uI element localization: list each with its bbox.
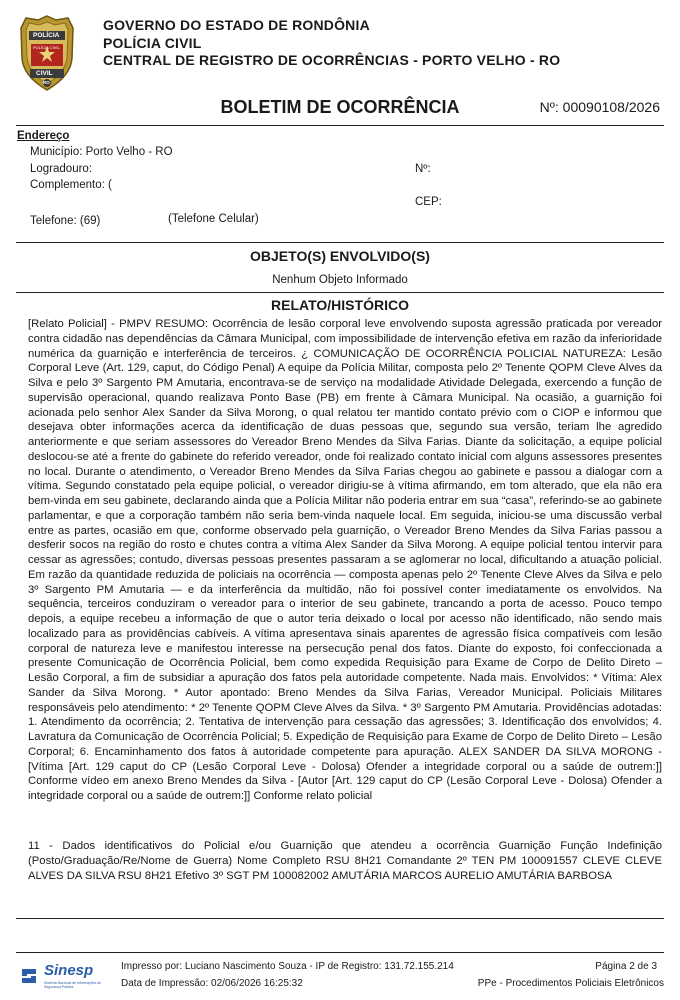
complemento-value: (	[108, 179, 112, 191]
cep-label: CEP:	[415, 196, 442, 208]
header-government: GOVERNO DO ESTADO DE RONDÔNIA	[103, 17, 370, 33]
municipio-label: Município:	[30, 146, 83, 158]
numero-field	[415, 163, 431, 175]
policia-civil-badge-logo	[18, 14, 76, 92]
telefone-label: Telefone:	[30, 215, 77, 227]
municipio-field	[30, 146, 173, 158]
page-number: Página 2 de 3	[595, 961, 657, 972]
telefone-type: (Telefone Celular)	[168, 213, 259, 225]
sinesp-logo-text: Sinesp	[44, 962, 94, 979]
relato-title: RELATO/HISTÓRICO	[271, 297, 409, 313]
logradouro-field	[30, 163, 92, 175]
telefone-value: (69)	[79, 215, 101, 227]
badge-state-text: RO	[43, 80, 50, 85]
divider	[16, 918, 664, 919]
guarnicao-data: 11 - Dados identificativos do Policial e/ou Guarnição que atendeu a ocorrência Guarnição Função Indefinição (Posto/Graduação/Re/Nome de Guerra) Nome Completo RSU 8H21 Comandante 2º TEN PM 100091557 CLEVE CLEVE ALVES DA SILVA RSU 8H21 Efetivo 3º SGT PM 100082002 AMUTÁRIA MARCOS AURELIO AMUTÁRIA BARBOSA	[28, 840, 662, 882]
numero-label: Nº:	[415, 163, 431, 175]
municipio-value: Porto Velho - RO	[85, 146, 173, 158]
divider	[16, 952, 664, 953]
divider	[16, 242, 664, 243]
sinesp-emblem-icon	[18, 965, 40, 987]
badge-top-text: POLÍCIA	[33, 32, 60, 39]
relato-text: [Relato Policial] - PMPV RESUMO: Ocorrência de lesão corporal leve envolvendo suposta agressão praticada por vereador contra cidadão nas dependências da Câmara Municipal, com impossibilidade de intervenção efetiva em razão da inferioridade numérica da guarnição e interferência de terceiros. ¿ COMUNICAÇÃO DE OCORRÊNCIA POLICIAL NATUREZA: Lesão Corporal Leve (Art. 129, caput, do Código Penal) A equipe da Polícia Militar, composta pelo 2º Tenente QOPM Cleve Alves da Silva e pelo 3º Sargento PM Amutaria, encontrava-se de serviço na modalidade Atividade Delegada, exercendo a função de supervisão operacional, quando realizava Ponto Base (PB) em frente à Câmara Municipal. Na ocasião, a guarnição foi acionada pelo senhor Alex Sander da Silva Morong, o qual relatou ter mantido contato prévio com o CIOP e informou que desejava obter informações acerca da identificação de duas pessoas que, segundo sua versão, teriam lhe agredido anteriormente e que seriam assessores do Vereador Breno Mendes da Silva Farias. Diante da solicitação, a equipe policial deslocou-se até a frente do gabinete do referido vereador, onde foi realizado contato inicial com alguns assessores presentes no local. Durante o atendimento, o Vereador Breno Mendes da Silva Farias chegou ao gabinete e passou a dialogar com a vítima. Segundo constatado pela equipe policial, o vereador dirigiu-se à vítima afirmando, em tom alterado, que ela não era bem-vinda em seu gabinete, declarando ainda que a Polícia Militar não poderia entrar em sua “casa”, referindo-se ao gabinete parlamentar, e que a corporação também não seria bem-vinda naquele local. Em seguida, iniciou-se uma discussão verbal entre as partes, ocasião em que, conforme observado pela guarnição, o Vereador Breno Mendes da Silva Farias passou a desferir socos na região do rosto e chutes contra a vítima Alex Sander da Silva Morong. A equipe policial tentou intervir para cessar as agressões; contudo, diversas pessoas presentes passaram a se aglomerar no local, dificultando a atuação policial. Em razão da quantidade reduzida de policiais na ocorrência — composta apenas pelo 2º Tenente Cleve Alves da Silva e pelo 3º Sargento PM Amutaria — e da interferência da multidão, não foi possível conter imediatamente os envolvidos. Na sequência, terceiros conduziram o vereador para o interior de seu gabinete, trancando a porta de acesso. Pouco tempo depois, a equipe recebeu a informação de que o autor teria deixado o local por acesso não identificado, não sendo mais localizado para as providências cabíveis. A vítima apresentava sinais aparentes de agressão física compatíveis com lesão corporal de natureza leve e manifestou interesse na persecução penal dos fatos. Diante do exposto, foi confeccionada a presente Comunicação de Ocorrência Policial, bem como expedida Requisição para Exame de Corpo de Delito Direto – Lesão Corporal, a fim de subsidiar a apuração dos fatos pela autoridade competente. Nada mais. Envolvidos: * Vítima: Alex Sander da Silva Morong. * Autor apontado: Breno Mendes da Silva Farias, Vereador Municipal. Policiais Militares responsáveis pelo atendimento: * 2º Tenente QOPM Cleve Alves da Silva. * 3º Sargento PM Amutaria. Providências adotadas: 1. Atendimento da ocorrência; 2. Tentativa de intervenção para cessação das agressões; 3. Identificação dos envolvidos; 4. Lavratura da Comunicação de Ocorrência Policial; 5. Expedição de Requisição para Exame de Corpo de Delito Direto – Lesão Corporal; 6. Encaminhamento dos fatos à autoridade competente para apuração. ALEX SANDER DA SILVA MORONG - [Vítima [Art. 129 caput do CP (Lesão Corporal Leve - Dolosa) Ofender a integridade corporal ou a saúde de outrem:]] Conforme vídeo em anexo Breno Mendes da Silva - [Autor [Art. 129 caput do CP (Lesão Corporal Leve - Dolosa) Ofender a integridade corporal ou a saúde de outrem:]] Conforme relato policial	[28, 318, 662, 802]
badge-bottom-text: CIVIL	[36, 70, 53, 77]
header-central: CENTRAL DE REGISTRO DE OCORRÊNCIAS - PORTO VELHO - RO	[103, 52, 561, 68]
objetos-title: OBJETO(S) ENVOLVIDO(S)	[250, 248, 430, 264]
logradouro-label: Logradouro:	[30, 163, 93, 175]
print-date: Data de Impressão: 02/06/2026 16:25:32	[121, 978, 303, 989]
complemento-field	[30, 179, 112, 191]
sinesp-logo	[18, 962, 104, 992]
badge-mid-text: POLÍCIA CIVIL	[33, 45, 60, 50]
sinesp-logo-subtitle: Sistema Nacional de Informações de Segurança Pública	[44, 981, 102, 989]
document-title: BOLETIM DE OCORRÊNCIA	[220, 97, 460, 117]
address-section-title: Endereço	[17, 130, 70, 142]
system-name: PPe - Procedimentos Policiais Eletrônicos	[477, 978, 664, 989]
bo-number: Nº: 00090108/2026	[539, 99, 660, 115]
cep-field	[415, 196, 442, 208]
divider	[16, 125, 664, 126]
header-police: POLÍCIA CIVIL	[103, 35, 202, 51]
telefone-field	[30, 215, 100, 227]
printed-by: Impresso por: Luciano Nascimento Souza - IP de Registro: 131.72.155.214	[121, 961, 454, 972]
objetos-text: Nenhum Objeto Informado	[272, 274, 408, 286]
divider	[16, 292, 664, 293]
complemento-label: Complemento:	[30, 179, 105, 191]
